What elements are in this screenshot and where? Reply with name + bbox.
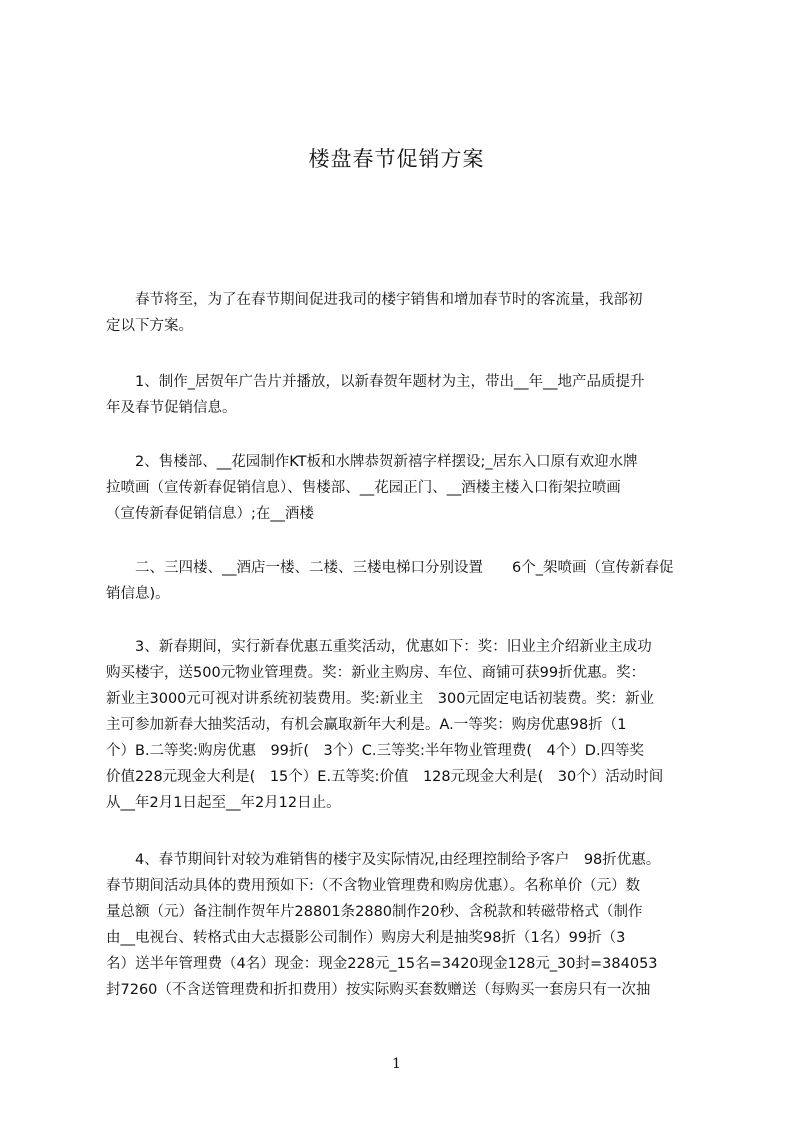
- text-line: 价值228元现金大利是( 15个）E.五等奖:价值 128元现金大利是( 30个）活动时间: [106, 769, 664, 785]
- paragraph-item-floors: [106, 555, 706, 607]
- paragraph-intro: [106, 287, 706, 339]
- text-line: 1、制作_居贺年广告片并播放，以新春贺年题材为主，带出__年__地产品质提升: [106, 374, 645, 390]
- text-line: 新业主3000元可视对讲系统初装费用。奖:新业主 300元固定电话初装费。奖：新业: [106, 691, 654, 707]
- paragraph-item-4: [106, 847, 706, 1003]
- text-line: 定以下方案。: [106, 318, 193, 334]
- paragraph-item-1: [106, 369, 706, 421]
- text-line: 二、三四楼、__酒店一楼、二楼、三楼电梯口分别设置 6个_架喷画（宣传新春促: [106, 560, 674, 576]
- text-line: 春节期间活动具体的费用预如下:（不含物业管理费和购房优惠）。名称单价（元）数: [106, 878, 641, 894]
- text-line: 名）送半年管理费（4名）现金：现金228元_15名=3420现金128元_30封=384053: [106, 956, 658, 972]
- text-line: （宣传新春促销信息）;在__酒楼: [106, 506, 314, 522]
- text-line: 主可参加新春大抽奖活动，有机会赢取新年大利是。A.一等奖：购房优惠98折（1: [106, 717, 627, 733]
- text-line: 封7260（不含送管理费和折扣费用）按实际购买套数赠送（每购买一套房只有一次抽: [106, 982, 651, 998]
- text-line: 年及春节促销信息。: [106, 400, 237, 416]
- document-title: 楼盘春节促销方案: [308, 147, 485, 171]
- text-line: 销信息)。: [106, 586, 170, 602]
- text-line: 春节将至，为了在春节期间促进我司的楼宇销售和增加春节时的客流量，我部初: [106, 292, 643, 308]
- paragraph-item-3: [106, 634, 706, 816]
- text-line: 由__电视台、转格式由大志摄影公司制作）购房大利是抽奖98折（1名）99折（3: [106, 930, 626, 946]
- text-line: 从__年2月1日起至__年2月12日止。: [106, 795, 341, 811]
- text-line: 个）B.二等奖:购房优惠 99折( 3个）C.三等奖:半年物业管理费( 4个）D.四等奖: [106, 743, 645, 759]
- text-line: 拉喷画（宣传新春促销信息）、售楼部、__花园正门、__酒楼主楼入口衔架拉喷画: [106, 480, 621, 496]
- text-line: 购买楼宇，送500元物业管理费。奖：新业主购房、车位、商铺可获99折优惠。奖：: [106, 665, 646, 681]
- text-line: 3、新春期间，实行新春优惠五重奖活动，优惠如下：奖：旧业主介绍新业主成功: [106, 639, 652, 655]
- paragraph-item-2: [106, 449, 706, 527]
- text-line: 4、春节期间针对较为难销售的楼宇及实际情况,由经理控制给予客户 98折优惠。: [106, 852, 661, 868]
- text-line: 量总额（元）备注制作贺年片28801条2880制作20秒、含税款和转磁带格式（制作: [106, 904, 643, 920]
- text-line: 2、售楼部、__花园制作KT板和水牌恭贺新禧字样摆设;_居东入口原有欢迎水牌: [106, 454, 638, 470]
- page-number: 1: [392, 1056, 401, 1072]
